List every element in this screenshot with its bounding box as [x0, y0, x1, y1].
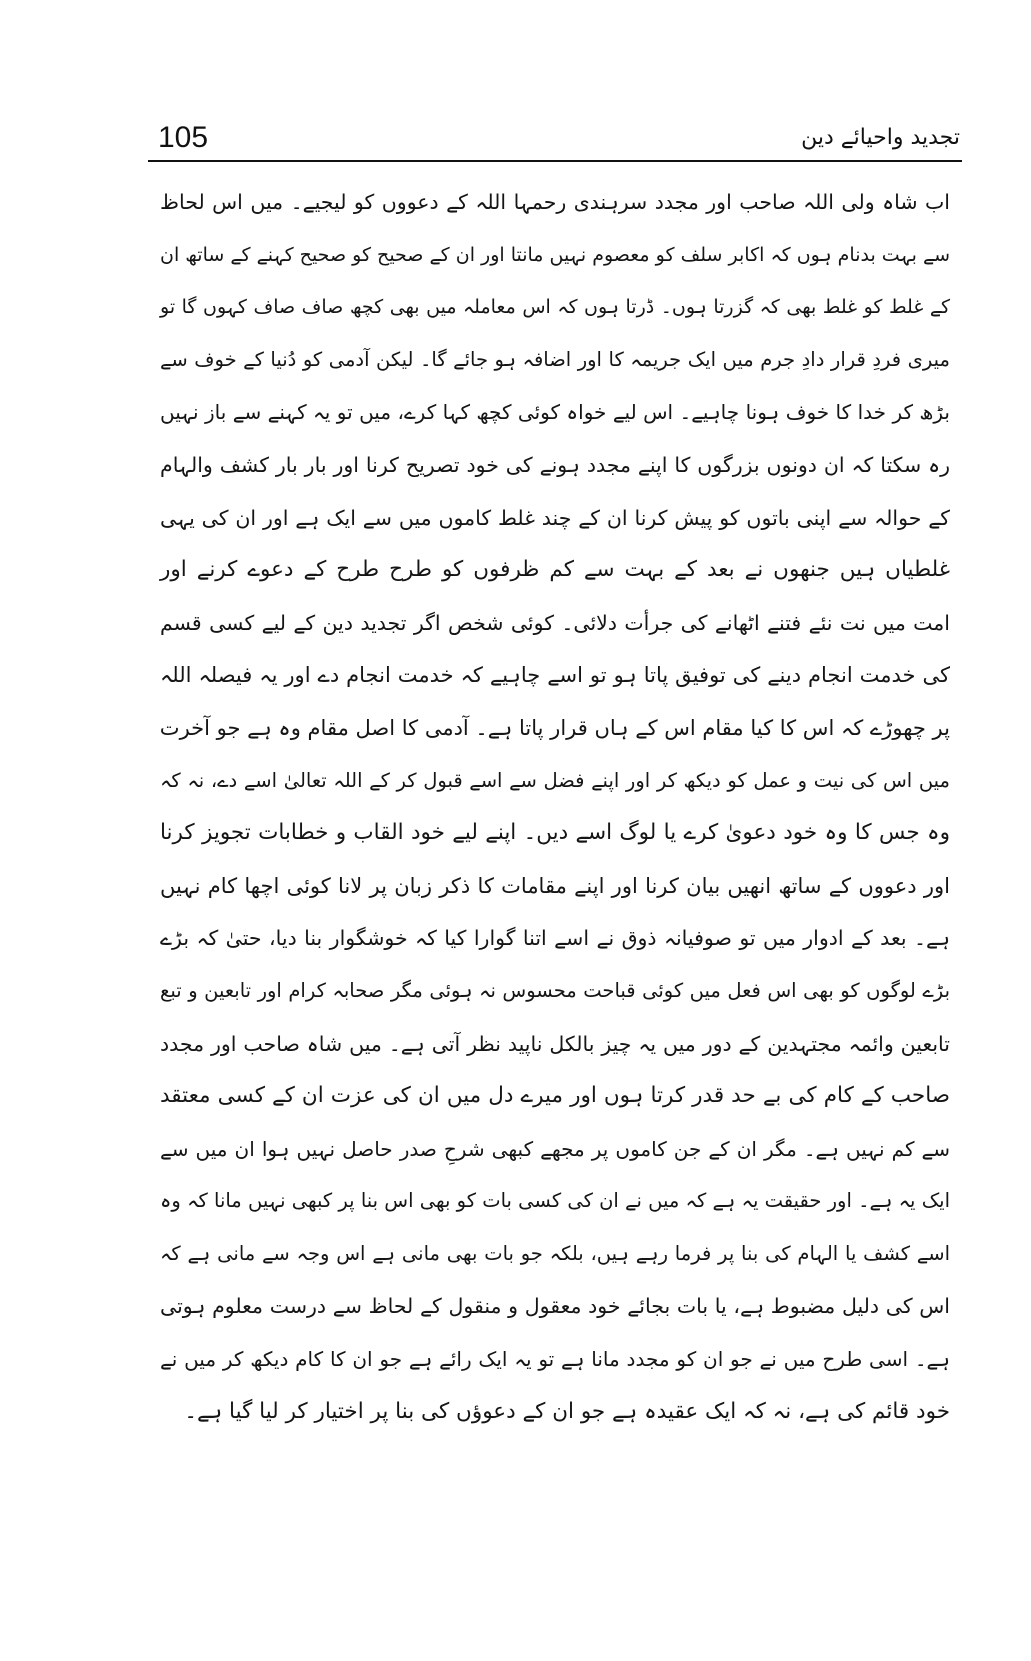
text-line: سے بہت بدنام ہوں کہ اکابر سلف کو معصوم نہیں مانتا اور ان کے صحیح کو صحیح کہنے کے ساتھ ان — [160, 243, 950, 266]
text-line: امت میں نت نئے فتنے اٹھانے کی جرأت دلائی۔ کوئی شخص اگر تجدید دین کے لیے کسی قسم — [160, 610, 950, 635]
text-line: میں اس کی نیت و عمل کو دیکھ کر اور اپنے فضل سے اسے قبول کر کے اللہ تعالیٰ اسے دے، نہ کہ — [160, 768, 950, 792]
page-header — [150, 118, 960, 164]
text-line: وہ جس کا وہ خود دعویٰ کرے یا لوگ اسے دیں۔ اپنے لیے خود القاب و خطابات تجویز کرنا — [160, 820, 950, 846]
text-line: میری فردِ قرار دادِ جرم میں ایک جریمہ کا اور اضافہ ہو جائے گا۔ لیکن آدمی کو دُنیا کے خوف سے — [160, 347, 950, 371]
header-rule — [148, 160, 962, 162]
text-line: ہے۔ بعد کے ادوار میں تو صوفیانہ ذوق نے اسے اتنا گوارا کیا کہ خوشگوار بنا دیا، حتیٰ کہ بڑے — [160, 926, 950, 951]
text-line: کے غلط کو غلط بھی کہ گزرتا ہوں۔ ڈرتا ہوں کہ اس معاملہ میں بھی کچھ صاف صاف کہوں گا تو — [160, 296, 950, 319]
text-line: اور دعووں کے ساتھ انھیں بیان کرنا اور اپنے مقامات کا ذکر زبان پر لانا کوئی اچھا کام نہیں — [160, 873, 950, 898]
text-line: سے کم نہیں ہے۔ مگر ان کے جن کاموں پر مجھے کبھی شرحِ صدر حاصل نہیں ہوا ان میں سے — [160, 1136, 950, 1161]
text-line: بڑے لوگوں کو بھی اس فعل میں کوئی قباحت محسوس نہ ہوئی مگر صحابہ کرام اور تابعین و تبع — [160, 978, 950, 1002]
text-line: اب شاہ ولی اللہ صاحب اور مجدد سرہندی رحمہا اللہ کے دعووں کو لیجیے۔ میں اس لحاظ — [160, 190, 950, 214]
text-line: اسے کشف یا الہام کی بنا پر فرما رہے ہیں، بلکہ جو بات بھی مانی ہے اس وجہ سے مانی ہے کہ — [160, 1241, 950, 1265]
text-line: خود قائم کی ہے، نہ کہ ایک عقیدہ ہے جو ان کے دعوؤں کی بنا پر اختیار کر لیا گیا ہے۔ — [184, 1398, 950, 1424]
text-line: کے حوالہ سے اپنی باتوں کو پیش کرنا ان کے چند غلط کاموں میں سے ایک ہے اور ان کی یہی — [160, 505, 950, 530]
text-line: ہے۔ اسی طرح میں نے جو ان کو مجدد مانا ہے تو یہ ایک رائے ہے جو ان کا کام دیکھ کر میں نے — [160, 1347, 950, 1372]
text-line: کی خدمت انجام دینے کی توفیق پاتا ہو تو اسے چاہیے کہ خدمت انجام دے اور یہ فیصلہ اللہ — [160, 663, 950, 688]
text-line: تابعین وائمہ مجتہدین کے دور میں یہ چیز بالکل ناپید نظر آتی ہے۔ میں شاہ صاحب اور مجدد — [160, 1031, 950, 1056]
text-line: بڑھ کر خدا کا خوف ہونا چاہیے۔ اس لیے خواہ کوئی کچھ کہا کرے، میں تو یہ کہنے سے باز نہیں — [160, 400, 950, 425]
text-line: غلطیاں ہیں جنھوں نے بعد کے بہت سے کم ظرفوں کو طرح طرح کے دعوے کرنے اور — [160, 557, 950, 583]
body-paragraph — [160, 176, 950, 1438]
text-line: اس کی دلیل مضبوط ہے، یا بات بجائے خود معقول و منقول کے لحاظ سے درست معلوم ہوتی — [160, 1294, 950, 1319]
page-number: 105 — [158, 121, 209, 154]
text-line: صاحب کے کام کی بے حد قدر کرتا ہوں اور میرے دل میں ان کی عزت ان کے کسی معتقد — [160, 1083, 950, 1109]
text-line: پر چھوڑے کہ اس کا کیا مقام اس کے ہاں قرار پاتا ہے۔ آدمی کا اصل مقام وہ ہے جو آخرت — [159, 715, 950, 740]
text-line: رہ سکتا کہ ان دونوں بزرگوں کا اپنے مجدد ہونے کی خود تصریح کرنا اور بار بار کشف والہام — [160, 452, 950, 477]
text-line: ایک یہ ہے۔ اور حقیقت یہ ہے کہ میں نے ان کی کسی بات کو بھی اس بنا پر کبھی نہیں مانا کہ وہ — [160, 1189, 950, 1213]
running-title: تجدید واحیائے دین — [801, 125, 960, 150]
